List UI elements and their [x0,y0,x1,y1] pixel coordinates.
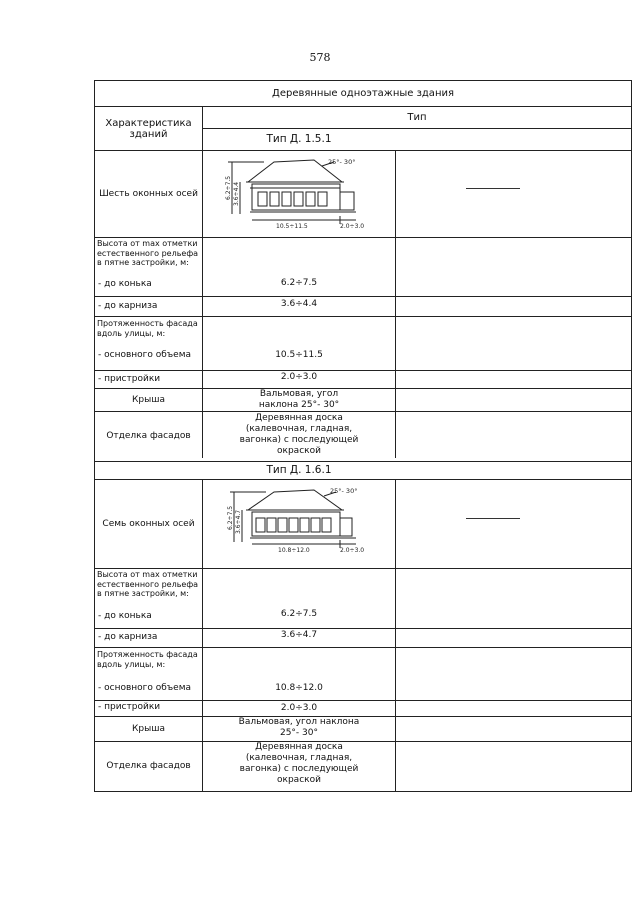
window [270,192,279,206]
eaves-value: 3.6÷4.4 [280,298,318,309]
ridge-height-label: 6.2÷7.5 [225,175,232,200]
finish-value-line: (калевочная, гладная, [245,753,353,763]
buildings-table [94,80,632,792]
type-name: Тип Д. 1.5.1 [266,133,332,145]
facade-label: Протяженность фасада вдоль улицы, м: [97,650,198,669]
table-rule [94,316,632,317]
height-label: Высота от max отметки естественного рельефа в пятне застройки, м: [97,239,199,267]
house-elevation-drawing [224,154,384,234]
main-width-label: 10.5÷11.5 [276,223,308,230]
window [322,518,331,532]
ridge-height-label: 6.2÷7.5 [227,505,234,530]
roof-value-line: 25°- 30° [279,728,318,738]
roof-value-line: Вальмовая, угол наклона [238,717,360,727]
window [294,192,303,206]
finish-value-line: вагонка) с последующей [239,435,359,445]
ridge-label: - до конька [98,279,152,289]
eaves-height-label: 3.6÷4.7 [235,509,242,534]
facade-label: Протяженность фасада вдоль улицы, м: [97,319,198,338]
type-header: Тип [407,112,427,123]
roof-label: Крыша [132,723,165,734]
window [318,192,327,206]
window [278,518,287,532]
table-rule [94,791,632,792]
table-title: Деревянные одноэтажные здания [272,88,454,99]
page-number: 578 [309,51,331,64]
eaves-label: - до карниза [98,301,158,311]
main-volume-label: - основного объема [98,350,192,360]
eaves-label: - до карниза [98,632,158,642]
roof-label: Крыша [132,394,165,405]
finish-label: Отделка фасадов [106,761,191,771]
finish-value-line: окраской [277,446,321,456]
roof-outline [248,490,342,510]
table-rule [631,80,632,792]
main-volume-label: - основного объема [98,683,192,693]
roof-value-line: Вальмовая, угол [259,389,339,399]
extension-width-label: 2.0÷3.0 [340,547,365,554]
window [267,518,276,532]
roof-value-line: наклона 25°- 30° [258,400,340,410]
finish-value-line: окраской [277,775,321,785]
window-axes: Шесть оконных осей [99,188,198,199]
window [256,518,265,532]
characteristic-header: Характеристика зданий [105,117,192,140]
height-label: Высота от max отметки естественного рельефа в пятне застройки, м: [97,570,199,598]
table-rule [395,150,396,458]
empty-value-dash [466,188,520,189]
main-width-label: 10.8÷12.0 [278,547,310,554]
eaves-value: 3.6÷4.7 [280,629,318,640]
window [311,518,320,532]
extension-outline [340,518,352,536]
extension-value: 2.0÷3.0 [280,702,318,713]
finish-value-line: вагонка) с последующей [239,764,359,774]
ridge-value: 6.2÷7.5 [280,608,318,619]
extension-width-label: 2.0÷3.0 [340,223,365,230]
main-volume-value: 10.8÷12.0 [275,682,323,693]
window [258,192,267,206]
finish-label: Отделка фасадов [106,431,191,441]
window [282,192,291,206]
table-rule [94,568,632,569]
house-elevation-drawing [226,484,386,564]
ridge-value: 6.2÷7.5 [280,277,318,288]
main-volume-value: 10.5÷11.5 [275,349,323,360]
ridge-label: - до конька [98,611,152,621]
roof-angle-label: 25°- 30° [330,487,358,495]
table-rule [94,237,632,238]
finish-value-line: Деревянная доска [255,413,343,423]
eaves-height-label: 3.6÷4.4 [233,181,240,206]
table-rule [395,479,396,792]
window-axes: Семь оконных осей [102,518,195,529]
table-rule [94,647,632,648]
type-name: Тип Д. 1.6.1 [266,464,332,476]
extension-outline [340,192,354,210]
extension-label: - пристройки [98,374,161,384]
window [289,518,298,532]
extension-label: - пристройки [98,702,161,712]
roof-angle-label: 25°- 30° [328,158,356,166]
finish-value-line: Деревянная доска [255,742,343,752]
window [306,192,315,206]
finish-value-line: (калевочная, гладная, [245,424,353,434]
empty-value-dash [466,518,520,519]
window [300,518,309,532]
extension-value: 2.0÷3.0 [280,371,318,382]
